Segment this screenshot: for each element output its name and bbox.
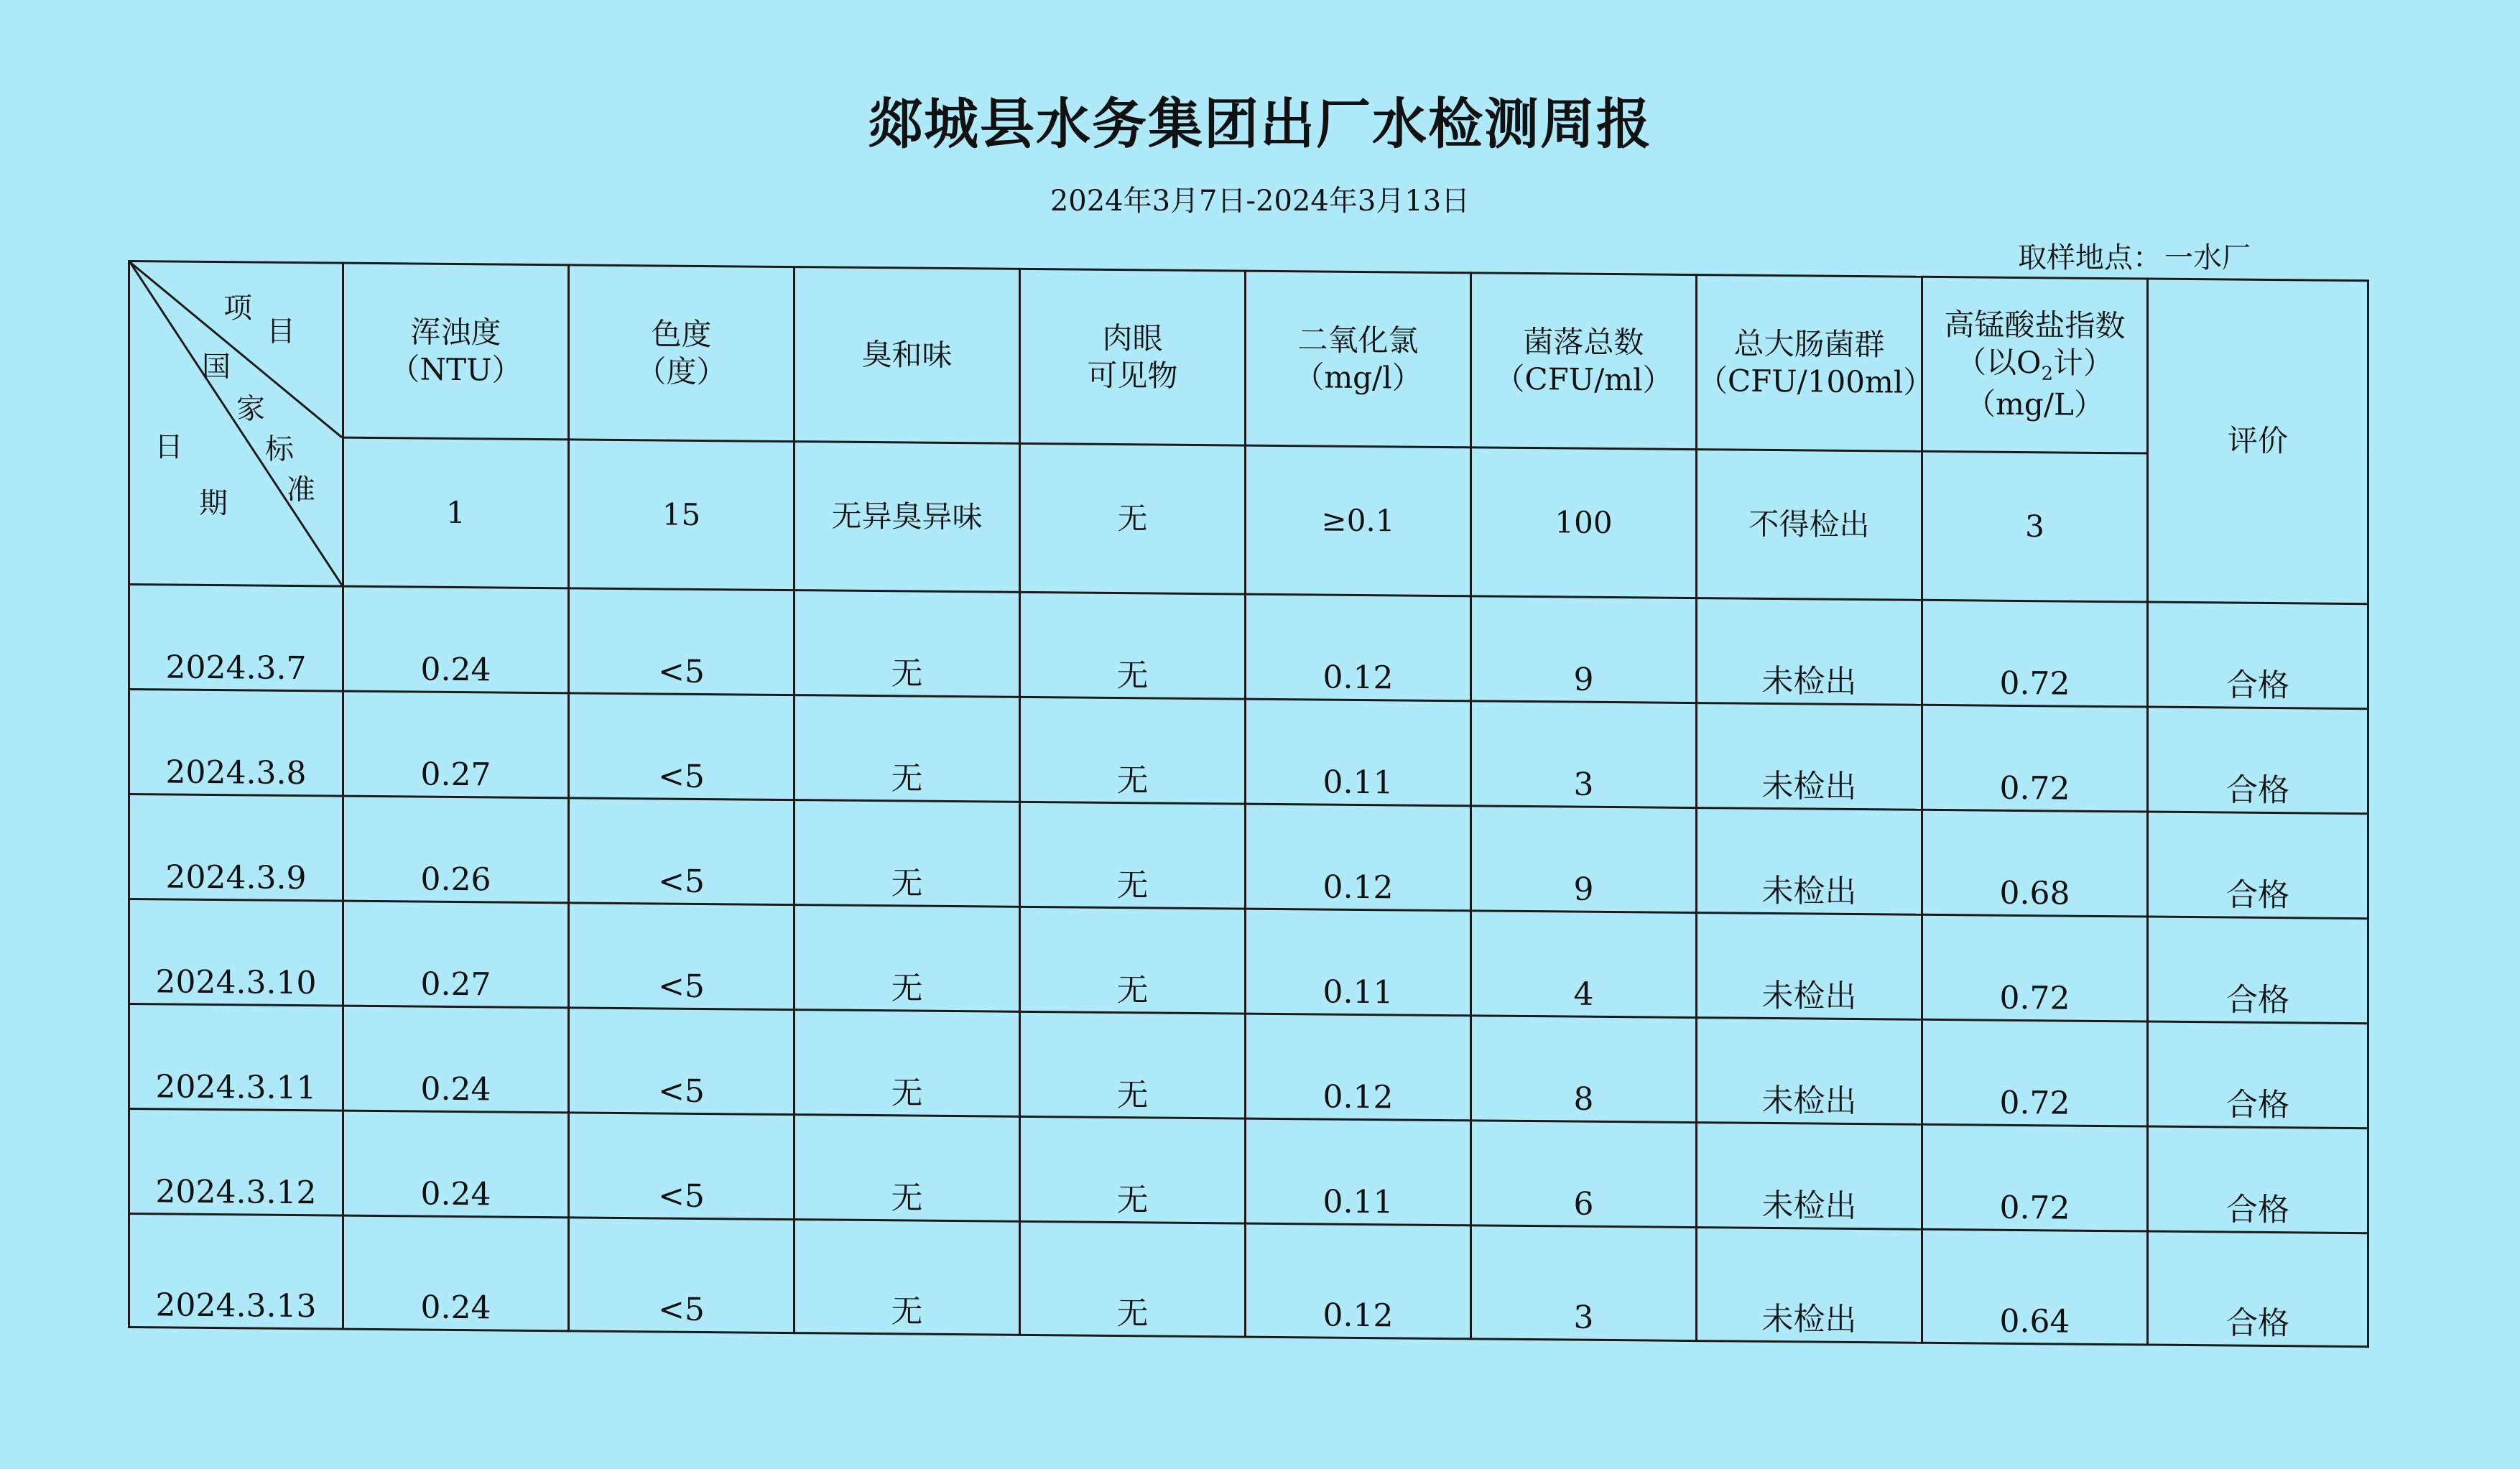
- header-color: [569, 265, 795, 442]
- cell-evaluation: 合格: [2148, 602, 2368, 709]
- cell-colony: 6: [1471, 1121, 1697, 1228]
- diag-item-char: 项: [223, 292, 252, 325]
- diag-item-char: 目: [267, 315, 295, 349]
- cell-odor: 无: [795, 800, 1020, 907]
- cell-odor: 无: [795, 1010, 1020, 1117]
- cell-permanganate: 0.72: [1922, 914, 2148, 1021]
- cell-date: 2024.3.7: [129, 585, 343, 692]
- water-quality-table: [128, 260, 2369, 1348]
- cell-coliform: 未检出: [1697, 598, 1922, 705]
- cell-coliform: 未检出: [1697, 1228, 1922, 1343]
- cell-odor: 无: [795, 590, 1020, 698]
- cell-color: <5: [569, 1008, 795, 1115]
- cell-evaluation: 合格: [2148, 1231, 2368, 1347]
- cell-visible: 无: [1020, 1116, 1246, 1223]
- table-row: [129, 585, 2368, 709]
- cell-turbidity: 0.24: [343, 1111, 569, 1218]
- diag-standard-char: 准: [287, 473, 315, 507]
- cell-color: <5: [569, 1218, 795, 1333]
- diag-date-char: 日: [154, 430, 183, 464]
- cell-date: 2024.3.10: [129, 899, 343, 1006]
- header-unit: （CFU/ml）: [1494, 361, 1673, 398]
- table-row: [129, 794, 2368, 919]
- report-title: 郯城县水务集团出厂水检测周报: [868, 92, 1652, 156]
- cell-turbidity: 0.24: [343, 586, 569, 693]
- standard-turbidity: 1: [343, 437, 569, 588]
- cell-color: <5: [569, 693, 795, 800]
- header-unit: （mg/L）: [1965, 386, 2104, 422]
- cell-odor: 无: [795, 1115, 1020, 1222]
- cell-evaluation: 合格: [2148, 812, 2368, 919]
- cell-color: <5: [569, 903, 795, 1010]
- cell-visible: 无: [1020, 1221, 1246, 1337]
- cell-permanganate: 0.72: [1922, 600, 2148, 707]
- cell-color: <5: [569, 798, 795, 905]
- diag-standard-char: 家: [236, 392, 265, 426]
- report-date-range: 2024年3月7日-2024年3月13日: [1050, 185, 1470, 218]
- cell-coliform: 未检出: [1697, 913, 1922, 1020]
- header-name: 高锰酸盐指数: [1944, 306, 2126, 343]
- header-visible: [1020, 269, 1246, 445]
- header-name: 二氧化氯: [1297, 321, 1419, 358]
- cell-turbidity: 0.27: [343, 901, 569, 1008]
- cell-turbidity: 0.24: [343, 1006, 569, 1113]
- header-name: 肉眼: [1102, 320, 1163, 356]
- header-odor: [795, 267, 1020, 444]
- header-unit: （mg/l）: [1294, 359, 1422, 396]
- header-colony: [1471, 273, 1697, 450]
- cell-permanganate: 0.72: [1922, 1019, 2148, 1126]
- cell-evaluation: 合格: [2148, 917, 2368, 1024]
- cell-chlorine-dioxide: 0.11: [1246, 1118, 1471, 1225]
- cell-coliform: 未检出: [1697, 808, 1922, 915]
- table-row: [129, 1004, 2368, 1129]
- header-unit: （NTU）: [389, 351, 522, 388]
- header-coliform: [1697, 275, 1934, 452]
- cell-turbidity: 0.26: [343, 796, 569, 903]
- table-row: [129, 1109, 2368, 1233]
- sampling-location-value: 一水厂: [2164, 241, 2251, 274]
- cell-permanganate: 0.72: [1922, 1124, 2148, 1231]
- header-unit-subscript: 2: [2041, 363, 2053, 385]
- cell-colony: 3: [1471, 1225, 1697, 1341]
- cell-coliform: 未检出: [1697, 1123, 1922, 1230]
- cell-colony: 9: [1471, 806, 1697, 913]
- cell-chlorine-dioxide: 0.12: [1246, 1223, 1471, 1339]
- cell-date: 2024.3.9: [129, 794, 343, 902]
- cell-evaluation: 合格: [2148, 707, 2368, 814]
- cell-colony: 8: [1471, 1016, 1697, 1123]
- cell-odor: 无: [795, 905, 1020, 1012]
- cell-permanganate: 0.68: [1922, 810, 2148, 917]
- cell-visible: 无: [1020, 907, 1246, 1014]
- header-permanganate: [1922, 277, 2148, 453]
- cell-date: 2024.3.11: [129, 1004, 343, 1111]
- header-turbidity: [343, 263, 569, 440]
- cell-evaluation: 合格: [2148, 1126, 2368, 1233]
- standard-colony: 100: [1471, 448, 1697, 598]
- header-unit: （度）: [636, 353, 727, 390]
- cell-date: 2024.3.12: [129, 1109, 343, 1216]
- cell-odor: 无: [795, 695, 1020, 802]
- cell-visible: 无: [1020, 592, 1246, 699]
- header-chlorine-dioxide: [1246, 271, 1471, 448]
- header-unit: 可见物: [1087, 357, 1178, 394]
- cell-visible: 无: [1020, 697, 1246, 804]
- cell-turbidity: 0.24: [343, 1215, 569, 1331]
- table-row: [129, 1214, 2368, 1347]
- standard-chlorine-dioxide: ≥0.1: [1246, 445, 1471, 596]
- header-unit-part: 计）: [2052, 345, 2113, 381]
- standard-permanganate: 3: [1922, 451, 2148, 602]
- header-unit: （CFU/100ml）: [1697, 363, 1934, 400]
- cell-permanganate: 0.64: [1922, 1229, 2148, 1345]
- diag-standard-char: 标: [265, 432, 294, 467]
- sampling-location-label: 取样地点：: [2018, 241, 2162, 274]
- standard-visible: 无: [1020, 443, 1246, 594]
- header-name: 菌落总数: [1523, 323, 1644, 360]
- cell-chlorine-dioxide: 0.11: [1246, 909, 1471, 1016]
- header-name: 色度: [651, 315, 712, 352]
- cell-permanganate: 0.72: [1922, 705, 2148, 812]
- diag-standard-char: 国: [202, 350, 231, 384]
- cell-date: 2024.3.13: [129, 1214, 343, 1330]
- cell-coliform: 未检出: [1697, 703, 1922, 810]
- cell-chlorine-dioxide: 0.12: [1246, 1014, 1471, 1121]
- cell-chlorine-dioxide: 0.12: [1246, 804, 1471, 911]
- header-evaluation: 评价: [2148, 279, 2368, 604]
- standard-coliform: 不得检出: [1697, 450, 1922, 601]
- cell-turbidity: 0.27: [343, 691, 569, 798]
- header-name: 总大肠菌群: [1733, 325, 1885, 362]
- standard-odor: 无异臭异味: [795, 442, 1020, 593]
- cell-coliform: 未检出: [1697, 1018, 1922, 1125]
- header-name: 臭和味: [861, 336, 953, 373]
- header-name: 浑浊度: [410, 313, 501, 351]
- cell-chlorine-dioxide: 0.12: [1246, 594, 1471, 701]
- sampling-location: [2015, 235, 2251, 276]
- header-unit-part: （以O: [1956, 344, 2042, 381]
- cell-colony: 4: [1471, 911, 1697, 1018]
- cell-date: 2024.3.8: [129, 690, 343, 797]
- cell-odor: 无: [795, 1220, 1020, 1335]
- diag-date-char: 期: [199, 486, 228, 521]
- cell-evaluation: 合格: [2148, 1021, 2368, 1129]
- cell-chlorine-dioxide: 0.11: [1246, 699, 1471, 806]
- cell-color: <5: [569, 588, 795, 695]
- table-row: [129, 690, 2368, 814]
- diagonal-header-cell: [129, 261, 343, 587]
- cell-visible: 无: [1020, 802, 1246, 909]
- header-unit: [1923, 343, 2146, 387]
- cell-visible: 无: [1020, 1011, 1246, 1118]
- standard-color: 15: [569, 440, 795, 590]
- table-row: [129, 899, 2368, 1024]
- cell-colony: 9: [1471, 596, 1697, 703]
- cell-color: <5: [569, 1113, 795, 1220]
- cell-colony: 3: [1471, 701, 1697, 808]
